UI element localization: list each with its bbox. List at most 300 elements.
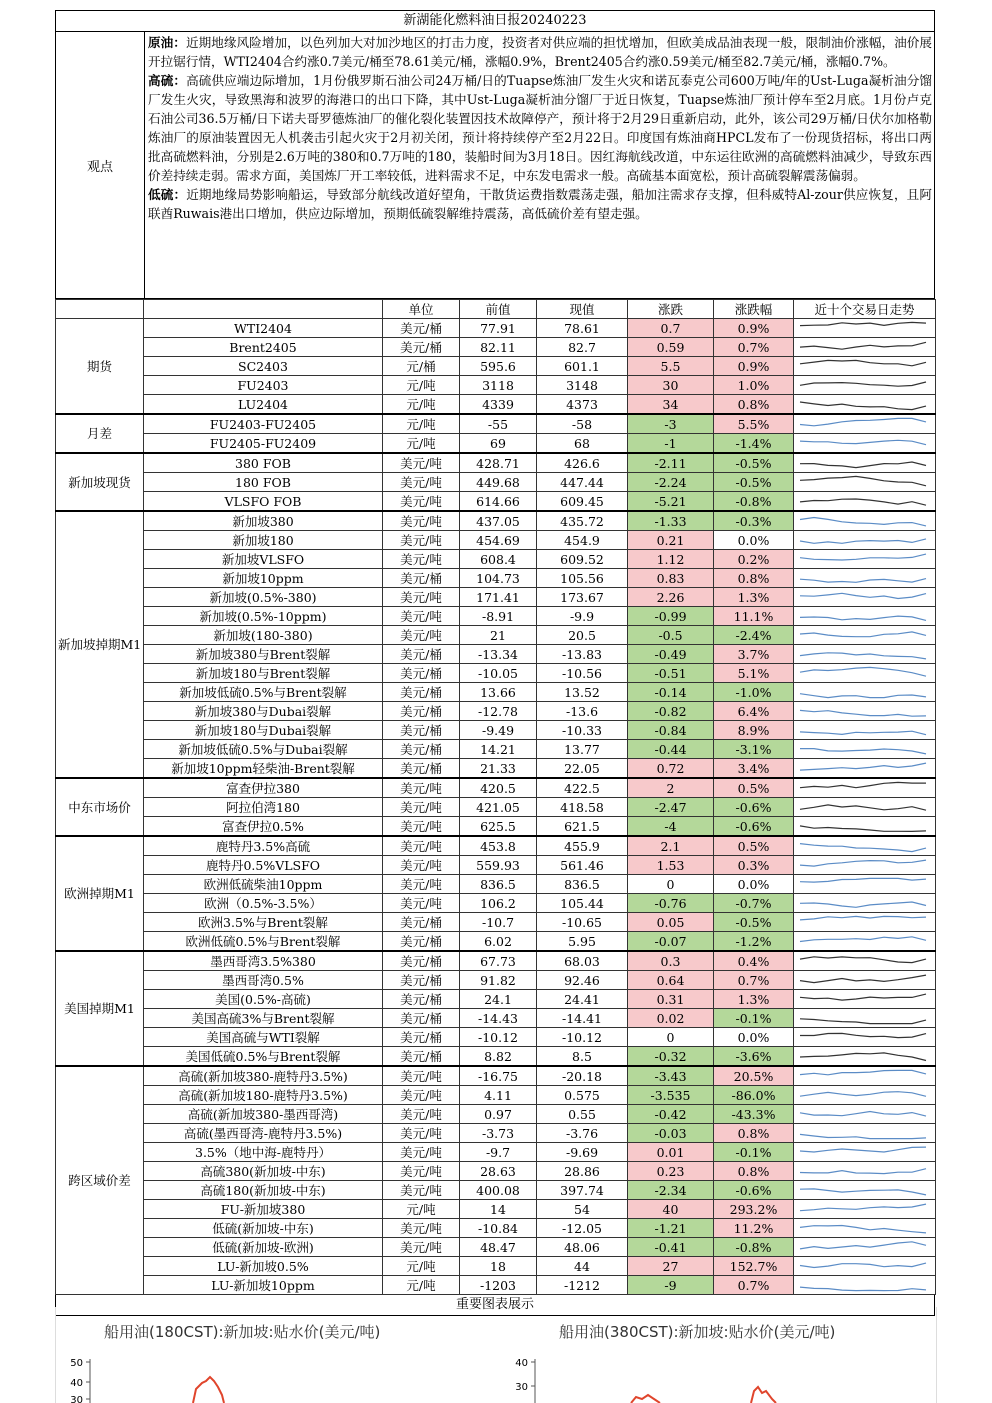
- change-pct: 0.5%: [714, 836, 794, 856]
- change-pct: 0.0%: [714, 531, 794, 550]
- sparkline-icon: [796, 1238, 936, 1256]
- trend-sparkline: [794, 453, 936, 473]
- table-row: [56, 1047, 936, 1067]
- unit-cell: 美元/桶: [383, 990, 460, 1009]
- table-row: [56, 473, 936, 492]
- item-name: 高硫(新加坡180-鹿特丹3.5%): [144, 1086, 383, 1105]
- trend-sparkline: [794, 1086, 936, 1105]
- prev-value: 91.82: [460, 971, 537, 990]
- sparkline-icon: [796, 492, 936, 510]
- change-value: -0.76: [628, 894, 714, 913]
- sparkline-line: [800, 667, 926, 676]
- item-name: 高硫380(新加坡-中东): [144, 1162, 383, 1181]
- prev-value: 400.08: [460, 1181, 537, 1200]
- current-value: 609.45: [537, 492, 628, 512]
- sparkline-icon: [796, 1124, 936, 1142]
- current-value: 836.5: [537, 875, 628, 894]
- change-pct: 5.1%: [714, 664, 794, 683]
- report-sheet: [55, 10, 935, 1316]
- change-pct: -1.2%: [714, 932, 794, 952]
- current-value: 435.72: [537, 511, 628, 531]
- trend-sparkline: [794, 990, 936, 1009]
- change-value: -3.535: [628, 1086, 714, 1105]
- chart-380-line-a: [631, 1395, 660, 1403]
- sparkline-icon: [796, 512, 936, 530]
- change-pct: 0.4%: [714, 951, 794, 971]
- item-name: FU2403-FU2405: [144, 414, 383, 434]
- current-value: -58: [537, 414, 628, 434]
- unit-cell: 美元/吨: [383, 856, 460, 875]
- prev-value: 625.5: [460, 817, 537, 837]
- current-value: 447.44: [537, 473, 628, 492]
- unit-cell: 美元/吨: [383, 453, 460, 473]
- sparkline-line: [800, 1134, 926, 1138]
- sparkline-line: [800, 499, 926, 505]
- table-row: [56, 569, 936, 588]
- group-label: 欧洲掉期M1: [56, 836, 144, 951]
- current-value: 105.44: [537, 894, 628, 913]
- table-row: [56, 951, 936, 971]
- change-value: 40: [628, 1200, 714, 1219]
- sparkline-icon: [796, 894, 936, 912]
- sparkline-line: [800, 994, 926, 1000]
- sparkline-line: [800, 1169, 926, 1174]
- trend-sparkline: [794, 434, 936, 454]
- sparkline-line: [800, 805, 926, 810]
- sparkline-line: [800, 1263, 926, 1267]
- change-value: -2.47: [628, 798, 714, 817]
- change-value: -2.11: [628, 453, 714, 473]
- unit-cell: 美元/桶: [383, 721, 460, 740]
- unit-cell: 元/吨: [383, 414, 460, 434]
- change-value: -0.5: [628, 626, 714, 645]
- sparkline-icon: [796, 415, 936, 433]
- unit-cell: 美元/吨: [383, 1105, 460, 1124]
- current-value: -13.83: [537, 645, 628, 664]
- table-row: [56, 511, 936, 531]
- table-row: [56, 1028, 936, 1047]
- table-row: [56, 376, 936, 395]
- prev-value: 428.71: [460, 453, 537, 473]
- prev-value: -10.05: [460, 664, 537, 683]
- change-pct: -0.8%: [714, 492, 794, 512]
- chart-title-380: 船用油(380CST):新加坡:贴水价(美元/吨): [559, 1323, 836, 1341]
- current-value: -9.9: [537, 607, 628, 626]
- sparkline-line: [800, 440, 926, 444]
- group-label: 跨区域价差: [56, 1066, 144, 1295]
- change-pct: -0.1%: [714, 1143, 794, 1162]
- unit-cell: 美元/吨: [383, 894, 460, 913]
- item-name: 新加坡低硫0.5%与Dubai裂解: [144, 740, 383, 759]
- current-value: 105.56: [537, 569, 628, 588]
- item-name: 高硫(墨西哥湾-鹿特丹3.5%): [144, 1124, 383, 1143]
- change-value: -0.44: [628, 740, 714, 759]
- table-row: [56, 971, 936, 990]
- unit-cell: 美元/桶: [383, 683, 460, 702]
- prev-value: -10.7: [460, 913, 537, 932]
- sparkline-line: [800, 476, 926, 485]
- trend-sparkline: [794, 1047, 936, 1067]
- chart-area: [55, 1307, 937, 1403]
- sparkline-line: [800, 322, 926, 325]
- change-value: -5.21: [628, 492, 714, 512]
- trend-sparkline: [794, 319, 936, 338]
- change-value: -1.21: [628, 1219, 714, 1238]
- view-paragraph-ls: [148, 185, 932, 223]
- item-name: 新加坡380与Dubai裂解: [144, 702, 383, 721]
- table-row: [56, 894, 936, 913]
- unit-cell: 美元/桶: [383, 1009, 460, 1028]
- trend-sparkline: [794, 588, 936, 607]
- prev-value: 67.73: [460, 951, 537, 971]
- unit-cell: 美元/吨: [383, 607, 460, 626]
- sparkline-line: [800, 710, 926, 716]
- unit-cell: 美元/桶: [383, 932, 460, 952]
- chart-380-ticklabel-1: 30: [515, 1382, 528, 1393]
- prev-value: 14: [460, 1200, 537, 1219]
- sparkline-icon: [796, 952, 936, 970]
- sparkline-line: [800, 462, 926, 468]
- sparkline-line: [800, 1092, 926, 1097]
- view-head-ls: 低硫：: [148, 187, 187, 202]
- unit-cell: 美元/吨: [383, 1143, 460, 1162]
- item-name: 美国(0.5%-高硫): [144, 990, 383, 1009]
- unit-cell: 美元/桶: [383, 645, 460, 664]
- trend-sparkline: [794, 492, 936, 512]
- change-value: 0.31: [628, 990, 714, 1009]
- unit-cell: 美元/桶: [383, 971, 460, 990]
- trend-sparkline: [794, 971, 936, 990]
- unit-cell: 美元/桶: [383, 740, 460, 759]
- change-pct: -3.1%: [714, 740, 794, 759]
- sparkline-line: [800, 1053, 926, 1061]
- sparkline-icon: [796, 721, 936, 739]
- current-value: -14.41: [537, 1009, 628, 1028]
- change-value: 30: [628, 376, 714, 395]
- sparkline-icon: [796, 875, 936, 893]
- sparkline-icon: [796, 645, 936, 663]
- sparkline-line: [800, 418, 926, 425]
- item-name: 美国低硫0.5%与Brent裂解: [144, 1047, 383, 1067]
- item-name: SC2403: [144, 357, 383, 376]
- table-row: [56, 1124, 936, 1143]
- prev-value: 104.73: [460, 569, 537, 588]
- unit-cell: 美元/桶: [383, 1028, 460, 1047]
- group-label: 期货: [56, 319, 144, 415]
- unit-cell: 美元/吨: [383, 798, 460, 817]
- change-pct: 0.7%: [714, 338, 794, 357]
- unit-cell: 美元/吨: [383, 778, 460, 798]
- sparkline-line: [800, 342, 926, 349]
- change-pct: 1.0%: [714, 376, 794, 395]
- sparkline-icon: [796, 1257, 936, 1275]
- change-pct: -0.8%: [714, 1238, 794, 1257]
- unit-cell: 美元/吨: [383, 1086, 460, 1105]
- trend-sparkline: [794, 875, 936, 894]
- header-cell: 现值: [537, 300, 628, 319]
- unit-cell: 美元/桶: [383, 338, 460, 357]
- change-value: -0.49: [628, 645, 714, 664]
- sparkline-icon: [796, 1143, 936, 1161]
- unit-cell: 美元/桶: [383, 702, 460, 721]
- prev-value: 595.6: [460, 357, 537, 376]
- unit-cell: 美元/吨: [383, 1181, 460, 1200]
- change-value: -0.84: [628, 721, 714, 740]
- prev-value: 13.66: [460, 683, 537, 702]
- prev-value: -10.12: [460, 1028, 537, 1047]
- chart-180-ticklabel-0: 50: [70, 1358, 83, 1369]
- item-name: 新加坡380与Brent裂解: [144, 645, 383, 664]
- trend-sparkline: [794, 1181, 936, 1200]
- prev-value: 106.2: [460, 894, 537, 913]
- change-pct: 152.7%: [714, 1257, 794, 1276]
- sparkline-line: [800, 1019, 926, 1024]
- sparkline-line: [800, 616, 926, 620]
- change-value: 5.5: [628, 357, 714, 376]
- item-name: 欧洲低硫0.5%与Brent裂解: [144, 932, 383, 952]
- prev-value: -55: [460, 414, 537, 434]
- change-pct: -0.3%: [714, 511, 794, 531]
- change-value: 0.59: [628, 338, 714, 357]
- sparkline-icon: [796, 971, 936, 989]
- change-value: -0.07: [628, 932, 714, 952]
- trend-sparkline: [794, 1028, 936, 1047]
- change-value: -4: [628, 817, 714, 837]
- sparkline-line: [800, 360, 926, 365]
- change-pct: -86.0%: [714, 1086, 794, 1105]
- item-name: Brent2405: [144, 338, 383, 357]
- unit-cell: 美元/吨: [383, 1219, 460, 1238]
- current-value: 5.95: [537, 932, 628, 952]
- change-value: -2.34: [628, 1181, 714, 1200]
- group-label: 新加坡掉期M1: [56, 511, 144, 778]
- item-name: 欧洲低硫柴油10ppm: [144, 875, 383, 894]
- chart-180: [56, 1347, 496, 1403]
- item-name: VLSFO FOB: [144, 492, 383, 512]
- prev-value: 28.63: [460, 1162, 537, 1181]
- unit-cell: 元/吨: [383, 1276, 460, 1295]
- header-cell: 涨跌: [628, 300, 714, 319]
- table-row: [56, 1257, 936, 1276]
- trend-sparkline: [794, 1276, 936, 1295]
- current-value: 561.46: [537, 856, 628, 875]
- prev-value: 0.97: [460, 1105, 537, 1124]
- sparkline-line: [800, 763, 926, 770]
- table-row: [56, 492, 936, 512]
- group-label: 美国掉期M1: [56, 951, 144, 1066]
- change-value: -0.32: [628, 1047, 714, 1067]
- change-pct: 0.0%: [714, 1028, 794, 1047]
- change-value: 0.05: [628, 913, 714, 932]
- change-value: 0: [628, 1028, 714, 1047]
- item-name: 鹿特丹3.5%高硫: [144, 836, 383, 856]
- sparkline-icon: [796, 1276, 936, 1294]
- table-row: [56, 836, 936, 856]
- prev-value: -1203: [460, 1276, 537, 1295]
- prev-value: 449.68: [460, 473, 537, 492]
- table-row: [56, 453, 936, 473]
- sparkline-line: [800, 749, 926, 754]
- trend-sparkline: [794, 645, 936, 664]
- table-row: [56, 856, 936, 875]
- sparkline-icon: [796, 395, 936, 413]
- sparkline-icon: [796, 913, 936, 931]
- table-row: [56, 588, 936, 607]
- sparkline-icon: [796, 1086, 936, 1104]
- item-name: 低硫(新加坡-欧洲): [144, 1238, 383, 1257]
- current-value: -1212: [537, 1276, 628, 1295]
- prev-value: 559.93: [460, 856, 537, 875]
- group-label: 月差: [56, 414, 144, 453]
- table-row: [56, 1219, 936, 1238]
- sparkline-line: [800, 579, 926, 583]
- price-table: [55, 299, 936, 1295]
- change-value: -0.82: [628, 702, 714, 721]
- change-pct: 11.1%: [714, 607, 794, 626]
- header-cell: 前值: [460, 300, 537, 319]
- table-row: [56, 1066, 936, 1086]
- table-row: [56, 683, 936, 702]
- chart-380-line-b: [751, 1387, 776, 1403]
- trend-sparkline: [794, 414, 936, 434]
- current-value: 13.52: [537, 683, 628, 702]
- table-row: [56, 1276, 936, 1295]
- change-pct: 20.5%: [714, 1066, 794, 1086]
- change-pct: 0.0%: [714, 875, 794, 894]
- view-paragraph-crude: [148, 33, 932, 71]
- sparkline-line: [800, 937, 926, 942]
- sparkline-line: [800, 957, 926, 963]
- change-value: 0.01: [628, 1143, 714, 1162]
- unit-cell: 美元/桶: [383, 569, 460, 588]
- change-value: 0.23: [628, 1162, 714, 1181]
- current-value: 454.9: [537, 531, 628, 550]
- sparkline-line: [800, 1204, 926, 1211]
- prev-value: 82.11: [460, 338, 537, 357]
- table-row: [56, 778, 936, 798]
- trend-sparkline: [794, 856, 936, 875]
- trend-sparkline: [794, 702, 936, 721]
- unit-cell: 元/桶: [383, 357, 460, 376]
- table-row: [56, 338, 936, 357]
- sparkline-line: [800, 878, 926, 882]
- change-pct: 0.2%: [714, 550, 794, 569]
- table-row: [56, 759, 936, 779]
- prev-value: 608.4: [460, 550, 537, 569]
- trend-sparkline: [794, 1238, 936, 1257]
- change-pct: 11.2%: [714, 1219, 794, 1238]
- item-name: WTI2404: [144, 319, 383, 338]
- change-value: 1.53: [628, 856, 714, 875]
- sparkline-line: [800, 402, 926, 410]
- current-value: 397.74: [537, 1181, 628, 1200]
- item-name: 高硫(新加坡380-墨西哥湾): [144, 1105, 383, 1124]
- prev-value: 421.05: [460, 798, 537, 817]
- prev-value: 21.33: [460, 759, 537, 779]
- header-cell: 涨跌幅: [714, 300, 794, 319]
- change-value: -0.42: [628, 1105, 714, 1124]
- item-name: LU-新加坡10ppm: [144, 1276, 383, 1295]
- trend-sparkline: [794, 1200, 936, 1219]
- change-value: -0.99: [628, 607, 714, 626]
- unit-cell: 美元/吨: [383, 1238, 460, 1257]
- change-value: -1: [628, 434, 714, 454]
- prev-value: 18: [460, 1257, 537, 1276]
- current-value: 54: [537, 1200, 628, 1219]
- change-value: -1.33: [628, 511, 714, 531]
- sparkline-icon: [796, 932, 936, 950]
- sparkline-icon: [796, 1105, 936, 1123]
- table-row: [56, 626, 936, 645]
- unit-cell: 美元/桶: [383, 1047, 460, 1067]
- prev-value: 24.1: [460, 990, 537, 1009]
- sparkline-icon: [796, 569, 936, 587]
- table-row: [56, 990, 936, 1009]
- change-pct: 0.3%: [714, 856, 794, 875]
- unit-cell: 美元/吨: [383, 626, 460, 645]
- unit-cell: 美元/吨: [383, 817, 460, 837]
- trend-sparkline: [794, 913, 936, 932]
- sparkline-line: [800, 1287, 926, 1291]
- sparkline-line: [800, 554, 926, 560]
- sparkline-icon: [796, 357, 936, 375]
- chart-title-180: 船用油(180CST):新加坡:贴水价(美元/吨): [104, 1323, 381, 1341]
- change-pct: -0.6%: [714, 817, 794, 837]
- view-text-crude: 近期地缘风险增加，以色列加大对加沙地区的打击力度，投资者对供应端的担忧增加，但欧美成品油表现一般，限制油价涨幅，油价展开拉锯行情，WTI2404合约涨0.7美元/桶至78.61美元/桶，涨幅0.9%，Brent2405合约涨0.59美元/桶至82.7美元/桶，涨幅0.7%。: [148, 35, 933, 69]
- item-name: 新加坡180: [144, 531, 383, 550]
- trend-sparkline: [794, 511, 936, 531]
- item-name: 富查伊拉0.5%: [144, 817, 383, 837]
- sparkline-icon: [796, 817, 936, 835]
- trend-sparkline: [794, 894, 936, 913]
- view-text-ls: 近期地缘局势影响船运，导致部分航线改道好望角，干散货运费指数震荡走强，船加注需求存支撑，但科威特Al-zour供应恢复，且阿联酋Ruwais港出口增加，供应边际增加，预期低硫裂解维持震荡，高低硫价差有望走强。: [148, 187, 932, 221]
- sparkline-icon: [796, 1009, 936, 1027]
- table-row: [56, 664, 936, 683]
- prev-value: -10.84: [460, 1219, 537, 1238]
- sparkline-icon: [796, 1028, 936, 1046]
- sparkline-line: [800, 731, 926, 735]
- current-value: 621.5: [537, 817, 628, 837]
- sparkline-icon: [796, 1200, 936, 1218]
- current-value: 13.77: [537, 740, 628, 759]
- change-pct: 5.5%: [714, 414, 794, 434]
- item-name: FU2405-FU2409: [144, 434, 383, 454]
- table-row: [56, 913, 936, 932]
- chart-section-title: 重要图表展示: [55, 1295, 935, 1316]
- trend-sparkline: [794, 1009, 936, 1028]
- change-pct: -0.7%: [714, 894, 794, 913]
- trend-sparkline: [794, 759, 936, 779]
- sparkline-line: [800, 902, 926, 907]
- change-value: 2.1: [628, 836, 714, 856]
- current-value: 609.52: [537, 550, 628, 569]
- chart-180-ticklabel-1: 40: [70, 1378, 83, 1389]
- change-pct: -43.3%: [714, 1105, 794, 1124]
- header-cell: [144, 300, 383, 319]
- change-value: 0.72: [628, 759, 714, 779]
- prev-value: 420.5: [460, 778, 537, 798]
- sparkline-line: [800, 975, 926, 983]
- change-pct: -0.5%: [714, 913, 794, 932]
- change-value: 0.02: [628, 1009, 714, 1028]
- item-name: 欧洲3.5%与Brent裂解: [144, 913, 383, 932]
- change-pct: -1.4%: [714, 434, 794, 454]
- sparkline-icon: [796, 1219, 936, 1237]
- change-pct: 293.2%: [714, 1200, 794, 1219]
- prev-value: 4339: [460, 395, 537, 415]
- trend-sparkline: [794, 817, 936, 837]
- item-name: 180 FOB: [144, 473, 383, 492]
